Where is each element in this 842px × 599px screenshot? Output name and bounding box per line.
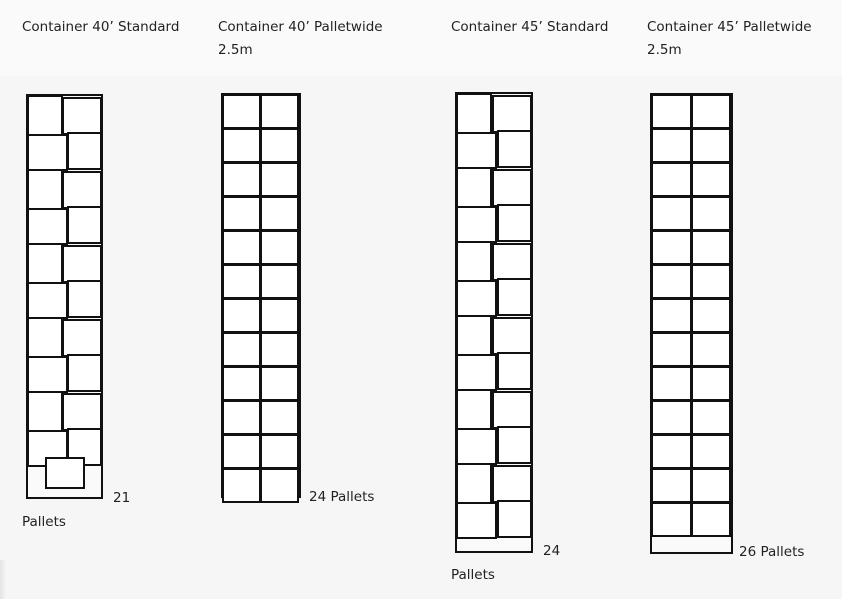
pallet (456, 502, 497, 539)
pallet (222, 400, 261, 435)
pallet (691, 366, 732, 401)
pallet (27, 391, 63, 432)
pallet (456, 167, 492, 208)
pallet (27, 317, 63, 358)
pallet (651, 128, 692, 163)
pallet (651, 366, 692, 401)
pallet-count-label: 24 Pallets (309, 489, 375, 505)
pallet (45, 457, 85, 489)
pallet (260, 162, 299, 197)
pallet (691, 230, 732, 265)
pallet (456, 93, 492, 134)
pallet (497, 278, 532, 316)
pallet (691, 434, 732, 469)
pallet (27, 356, 68, 393)
pallet (260, 332, 299, 367)
pallet (497, 204, 532, 242)
pallet (651, 400, 692, 435)
pallet (67, 280, 102, 318)
pallet (260, 196, 299, 231)
pallet (62, 393, 102, 431)
pallet (651, 162, 692, 197)
container-title-45-palletwide (647, 16, 812, 62)
pallet (691, 196, 732, 231)
pallet (456, 428, 497, 465)
pallet (27, 282, 68, 319)
pallet (222, 128, 261, 163)
pallet (222, 230, 261, 265)
pallet (651, 332, 692, 367)
pallet (651, 264, 692, 299)
title-subtitle: 2.5m (647, 42, 682, 58)
pallet (651, 94, 692, 129)
pallet-count-number: 21 (113, 490, 131, 506)
pallet (651, 298, 692, 333)
pallet-count-label: 26 Pallets (739, 544, 805, 560)
pallet (691, 332, 732, 367)
pallet (67, 206, 102, 244)
pallet-count-number: 24 (543, 543, 561, 559)
pallet (492, 169, 532, 207)
pallet (492, 95, 532, 133)
edge-shadow (0, 560, 6, 599)
pallet (691, 128, 732, 163)
pallet (492, 391, 532, 429)
title-text: Container 45’ Palletwide (647, 19, 812, 35)
pallet (62, 171, 102, 209)
pallet (492, 465, 532, 503)
pallet (27, 243, 63, 284)
pallet-count-unit: Pallets (451, 567, 495, 583)
pallet (651, 196, 692, 231)
title-text: Container 40’ Standard (22, 19, 180, 35)
pallet (691, 400, 732, 435)
pallet (222, 196, 261, 231)
pallet (651, 502, 692, 537)
pallet (691, 298, 732, 333)
pallet (456, 241, 492, 282)
container-title-45-standard (451, 16, 608, 39)
pallet (456, 389, 492, 430)
pallet (67, 354, 102, 392)
pallet (497, 426, 532, 464)
pallet (62, 245, 102, 283)
container-title-40-standard (22, 16, 179, 39)
title-text: Container 45’ Standard (451, 19, 609, 35)
title-text: Container 40’ Palletwide (218, 19, 383, 35)
pallet (492, 317, 532, 355)
pallet (456, 315, 492, 356)
container-45-palletwide-diagram (650, 93, 733, 554)
pallet (62, 97, 102, 135)
pallet (260, 128, 299, 163)
pallet (456, 206, 497, 243)
pallet (260, 468, 299, 503)
pallet (67, 132, 102, 170)
pallet (651, 468, 692, 503)
pallet (691, 94, 732, 129)
pallet (222, 298, 261, 333)
pallet (456, 354, 497, 391)
container-45-standard-diagram (455, 92, 533, 553)
pallet (27, 95, 63, 136)
pallet (260, 400, 299, 435)
pallet (260, 298, 299, 333)
pallet (222, 468, 261, 503)
title-subtitle: 2.5m (218, 42, 253, 58)
container-40-standard-diagram (26, 94, 103, 499)
pallet (222, 162, 261, 197)
pallet (260, 264, 299, 299)
pallet-count-unit: Pallets (22, 514, 66, 530)
pallet (456, 280, 497, 317)
pallet (62, 319, 102, 357)
pallet (260, 434, 299, 469)
pallet (222, 94, 261, 129)
pallet (691, 468, 732, 503)
container-title-40-palletwide (218, 16, 383, 62)
pallet (260, 230, 299, 265)
container-40-palletwide-diagram (221, 93, 301, 498)
pallet (651, 434, 692, 469)
pallet (456, 463, 492, 504)
pallet (222, 366, 261, 401)
pallet (691, 162, 732, 197)
pallet (497, 500, 532, 538)
pallet (27, 134, 68, 171)
pallet (260, 366, 299, 401)
pallet (497, 352, 532, 390)
pallet (260, 94, 299, 129)
pallet (691, 264, 732, 299)
pallet (222, 434, 261, 469)
pallet (651, 230, 692, 265)
pallet (497, 130, 532, 168)
pallet (27, 208, 68, 245)
pallet (492, 243, 532, 281)
pallet (222, 332, 261, 367)
pallet (456, 132, 497, 169)
pallet (222, 264, 261, 299)
pallet (691, 502, 732, 537)
pallet (27, 169, 63, 210)
